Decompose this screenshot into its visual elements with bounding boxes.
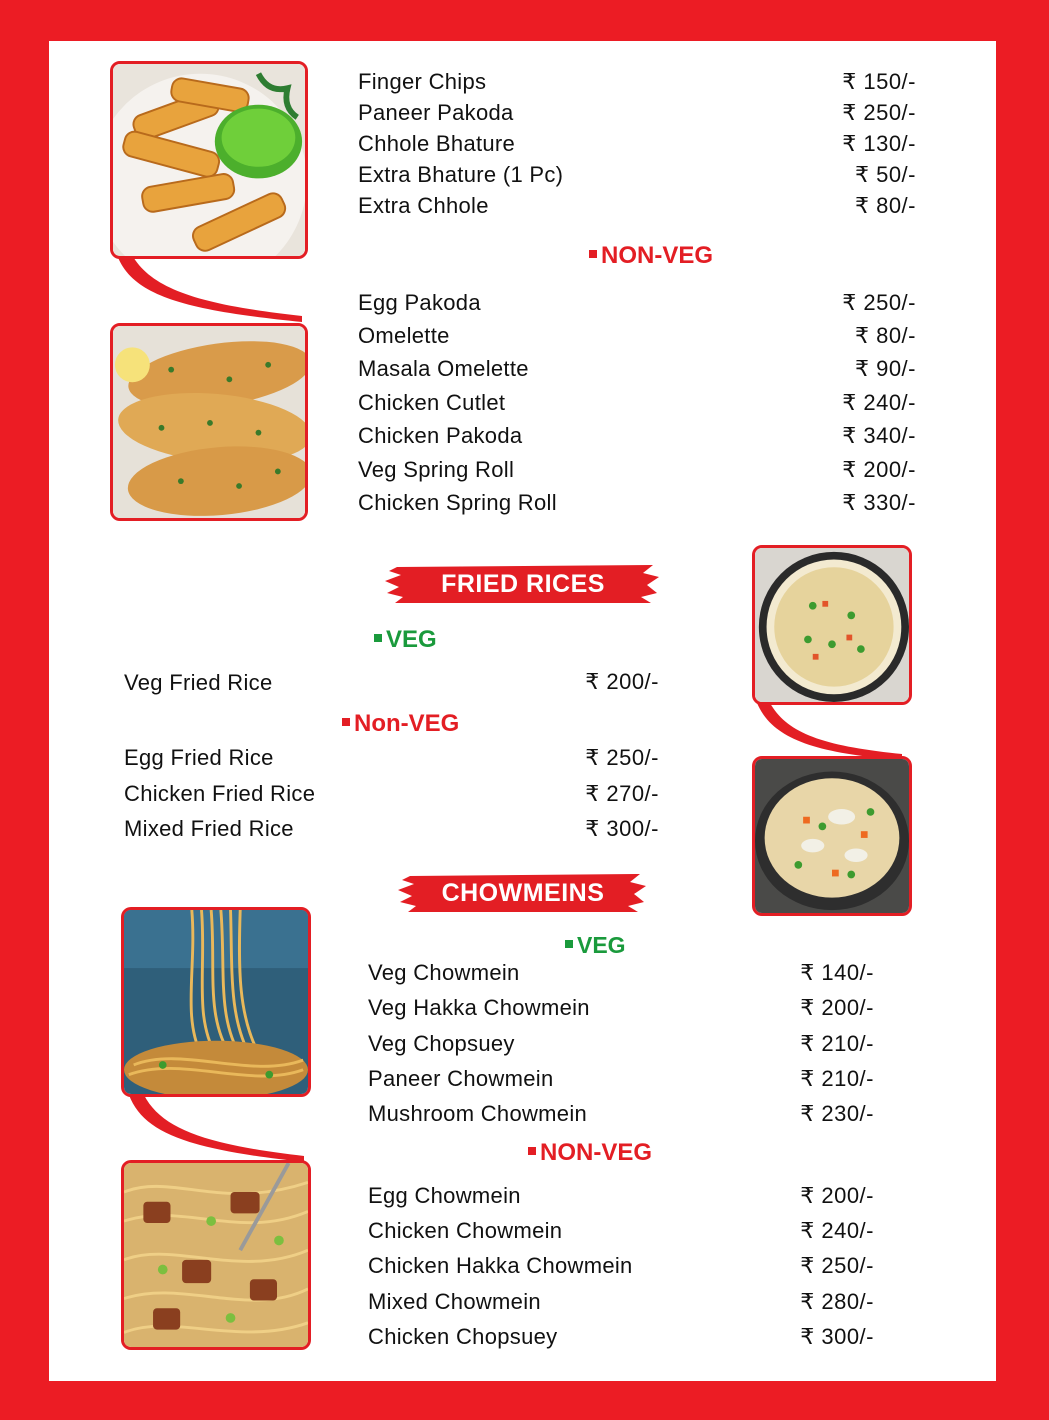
menu-item-price: ₹ 210/-: [800, 1031, 874, 1056]
menu-item-price: ₹ 80/-: [854, 323, 916, 348]
menu-item-name: Mixed Fried Rice: [124, 816, 294, 841]
menu-item-price: ₹ 80/-: [854, 193, 916, 218]
ribbon-connector: [112, 250, 312, 330]
nonveg-label: [528, 1139, 652, 1167]
menu-item-name: Egg Pakoda: [358, 290, 481, 315]
menu-item-price: ₹ 200/-: [842, 457, 916, 482]
menu-item-price: ₹ 250/-: [842, 290, 916, 315]
menu-item-name: Veg Hakka Chowmein: [368, 995, 590, 1020]
menu-item-price: ₹ 340/-: [842, 423, 916, 448]
menu-item-price: ₹ 270/-: [585, 781, 659, 806]
menu-item-name: Omelette: [358, 323, 450, 348]
menu-item-name: Veg Chowmein: [368, 960, 520, 985]
menu-item-price: ₹ 330/-: [842, 490, 916, 515]
menu-item-price: ₹ 250/-: [800, 1253, 874, 1278]
menu-item-name: Extra Bhature (1 Pc): [358, 162, 564, 187]
fried-rice-title: FRIED RICES: [441, 570, 605, 598]
menu-item-price: ₹ 210/-: [800, 1066, 874, 1091]
menu-item-price: ₹ 240/-: [800, 1218, 874, 1243]
menu-item-name: Veg Spring Roll: [358, 457, 515, 482]
chicken-fried-rice-photo: [752, 756, 912, 916]
menu-item-name: Veg Chopsuey: [368, 1031, 515, 1056]
menu-item-name: Veg Fried Rice: [124, 670, 273, 695]
veg-noodles-photo: [121, 907, 311, 1097]
menu-item-price: ₹ 140/-: [800, 960, 874, 985]
menu-item-price: ₹ 250/-: [842, 100, 916, 125]
menu-item-price: ₹ 300/-: [585, 816, 659, 841]
menu-item-name: Mixed Chowmein: [368, 1289, 541, 1314]
nonveg-label: [342, 710, 459, 738]
menu-item-name: Paneer Chowmein: [368, 1066, 554, 1091]
menu-item-name: Extra Chhole: [358, 193, 489, 218]
fried-rice-banner: [385, 563, 661, 605]
menu-item-name: Chicken Fried Rice: [124, 781, 316, 806]
menu-item-name: Egg Fried Rice: [124, 745, 274, 770]
menu-item-name: Mushroom Chowmein: [368, 1101, 588, 1126]
veg-label-text: VEG: [386, 626, 437, 653]
menu-item-price: ₹ 50/-: [854, 162, 916, 187]
menu-item-name: Chicken Chowmein: [368, 1218, 563, 1243]
menu-item-price: ₹ 300/-: [800, 1324, 874, 1349]
menu-item-name: Chicken Hakka Chowmein: [368, 1253, 633, 1278]
veg-square-icon: [374, 634, 382, 642]
nonveg-label: [589, 242, 713, 270]
ribbon-connector: [124, 1090, 314, 1170]
finger-chips-photo: [110, 61, 308, 259]
veg-square-icon: [565, 940, 573, 948]
chowmein-title: CHOWMEINS: [441, 879, 605, 907]
menu-item-price: ₹ 90/-: [854, 356, 916, 381]
chicken-chowmein-photo: [121, 1160, 311, 1350]
menu-item-price: ₹ 130/-: [842, 131, 916, 156]
menu-item-price: ₹ 250/-: [585, 745, 659, 770]
menu-item-name: Chicken Chopsuey: [368, 1324, 558, 1349]
nonveg-square-icon: [342, 718, 350, 726]
menu-item-price: ₹ 150/-: [842, 69, 916, 94]
menu-item-name: Chicken Cutlet: [358, 390, 506, 415]
nonveg-label-text: NON-VEG: [601, 242, 714, 269]
nonveg-label-text: NON-VEG: [540, 1139, 653, 1166]
menu-item-name: Finger Chips: [358, 69, 487, 94]
menu-item-name: Masala Omelette: [358, 356, 529, 381]
menu-item-name: Chhole Bhature: [358, 131, 516, 156]
nonveg-square-icon: [589, 250, 597, 258]
nonveg-square-icon: [528, 1147, 536, 1155]
menu-item-price: ₹ 200/-: [585, 669, 659, 694]
menu-item-price: ₹ 200/-: [800, 995, 874, 1020]
veg-fried-rice-photo: [752, 545, 912, 705]
menu-item-name: Chicken Pakoda: [358, 423, 523, 448]
menu-item-price: ₹ 240/-: [842, 390, 916, 415]
menu-item-name: Paneer Pakoda: [358, 100, 514, 125]
menu-item-name: Chicken Spring Roll: [358, 490, 557, 515]
menu-item-price: ₹ 280/-: [800, 1289, 874, 1314]
veg-label-text: VEG: [577, 932, 626, 958]
veg-label: [374, 626, 437, 654]
chowmein-banner: [398, 872, 648, 914]
menu-item-price: ₹ 230/-: [800, 1101, 874, 1126]
chicken-cutlet-photo: [110, 323, 308, 521]
veg-label: [565, 932, 626, 959]
menu-item-name: Egg Chowmein: [368, 1183, 521, 1208]
nonveg-label-text: Non-VEG: [354, 710, 460, 737]
menu-item-price: ₹ 200/-: [800, 1183, 874, 1208]
